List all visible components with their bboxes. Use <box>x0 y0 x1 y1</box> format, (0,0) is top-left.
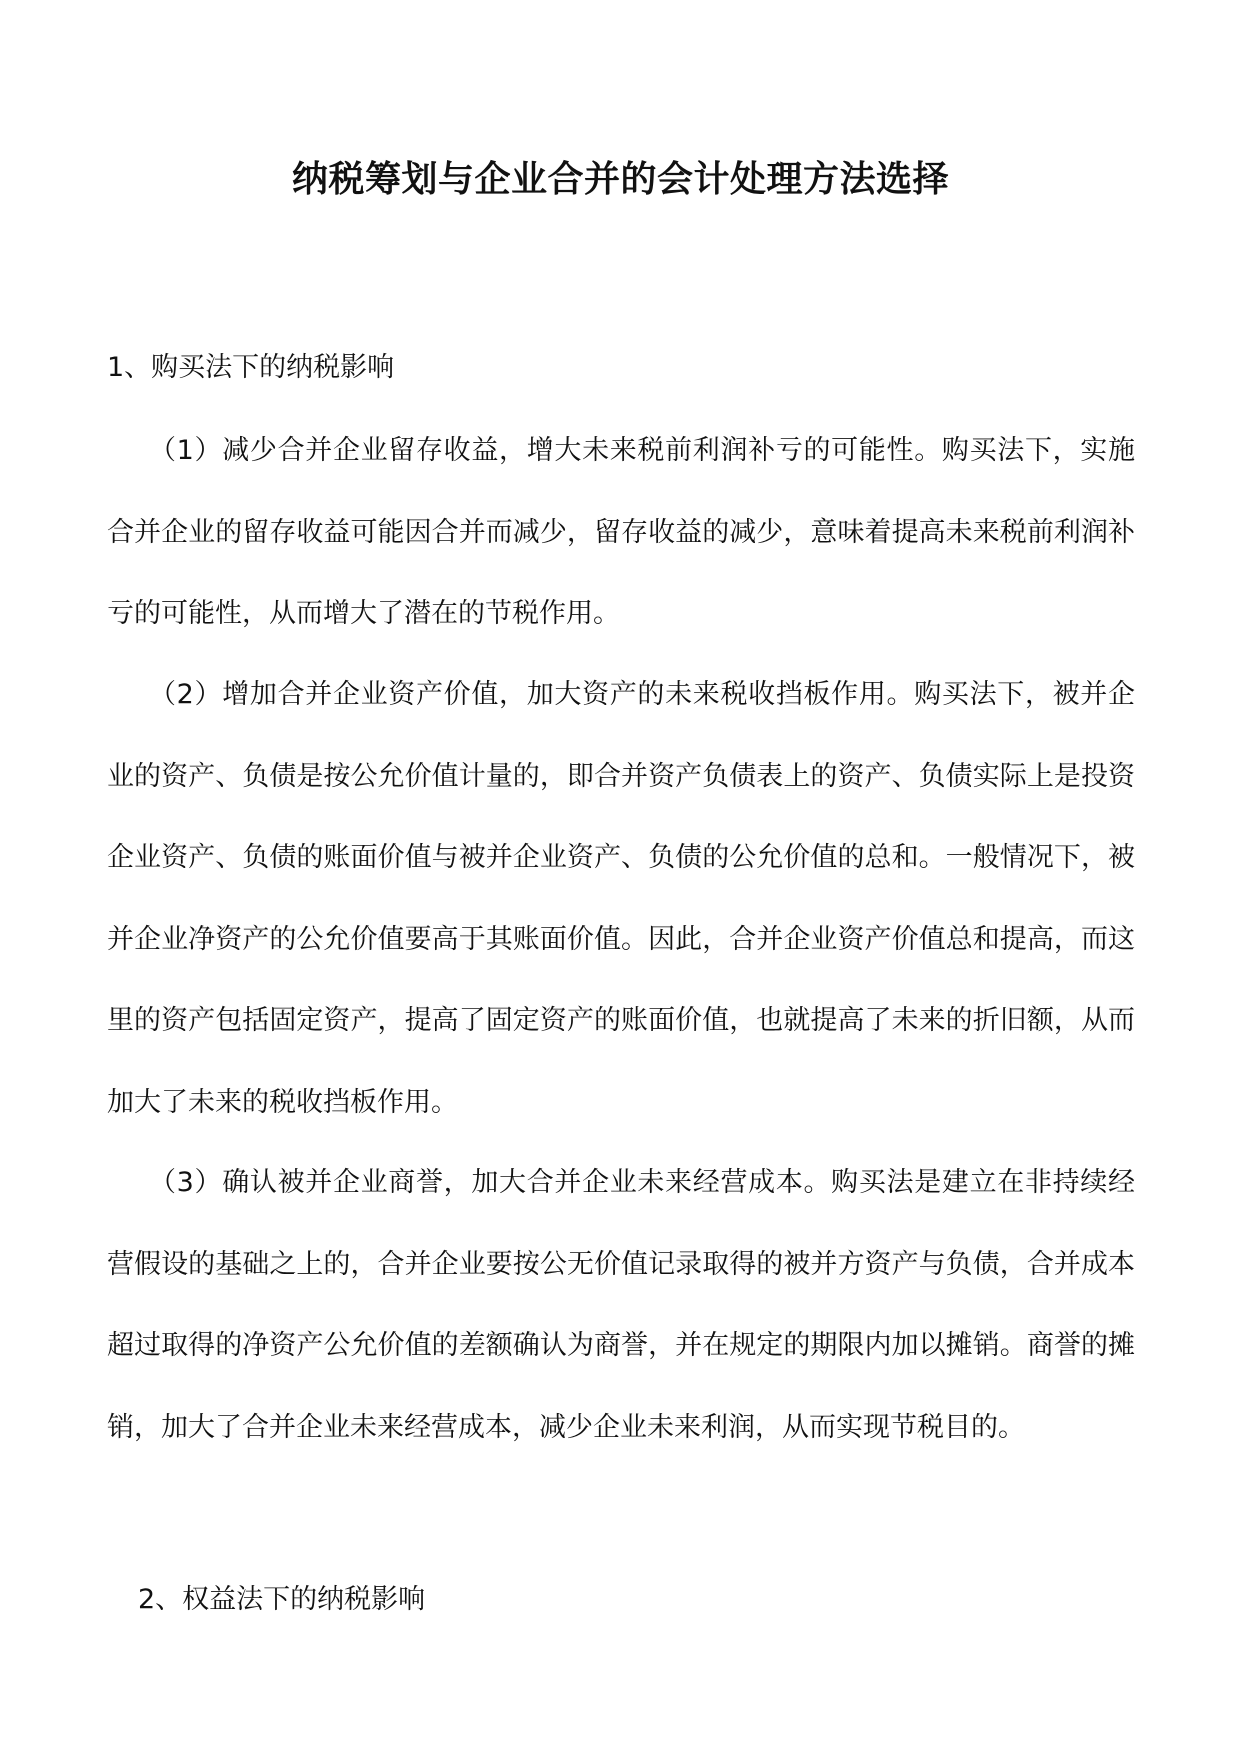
paragraph-1: （1）减少合并企业留存收益，增大未来税前利润补亏的可能性。购买法下，实施合并企业的留存收益可能因合并而减少，留存收益的减少，意味着提高未来税前利润补亏的可能性，从而增大了潜在的节税作用。 <box>107 435 1135 629</box>
section-heading-purchase-method: 1、购买法下的纳税影响 <box>107 352 395 383</box>
document-title: 纳税筹划与企业合并的会计处理方法选择 <box>291 159 949 200</box>
section-heading-equity-method: 2、权益法下的纳税影响 <box>138 1584 426 1615</box>
paragraph-3: （3）确认被并企业商誉，加大合并企业未来经营成本。购买法是建立在非持续经营假设的基础之上的，合并企业要按公无价值记录取得的被并方资产与负债，合并成本超过取得的净资产公允价值的差额确认为商誉，并在规定的期限内加以摊销。商誉的摊销，加大了合并企业未来经营成本，减少企业未来利润，从而实现节税目的。 <box>107 1167 1135 1443</box>
paragraph-2: （2）增加合并企业资产价值，加大资产的未来税收挡板作用。购买法下，被并企业的资产、负债是按公允价值计量的，即合并资产负债表上的资产、负债实际上是投资企业资产、负债的账面价值与被并企业资产、负债的公允价值的总和。一般情况下，被并企业净资产的公允价值要高于其账面价值。因此，合并企业资产价值总和提高，而这里的资产包括固定资产，提高了固定资产的账面价值，也就提高了未来的折旧额，从而加大了未来的税收挡板作用。 <box>107 679 1135 1118</box>
